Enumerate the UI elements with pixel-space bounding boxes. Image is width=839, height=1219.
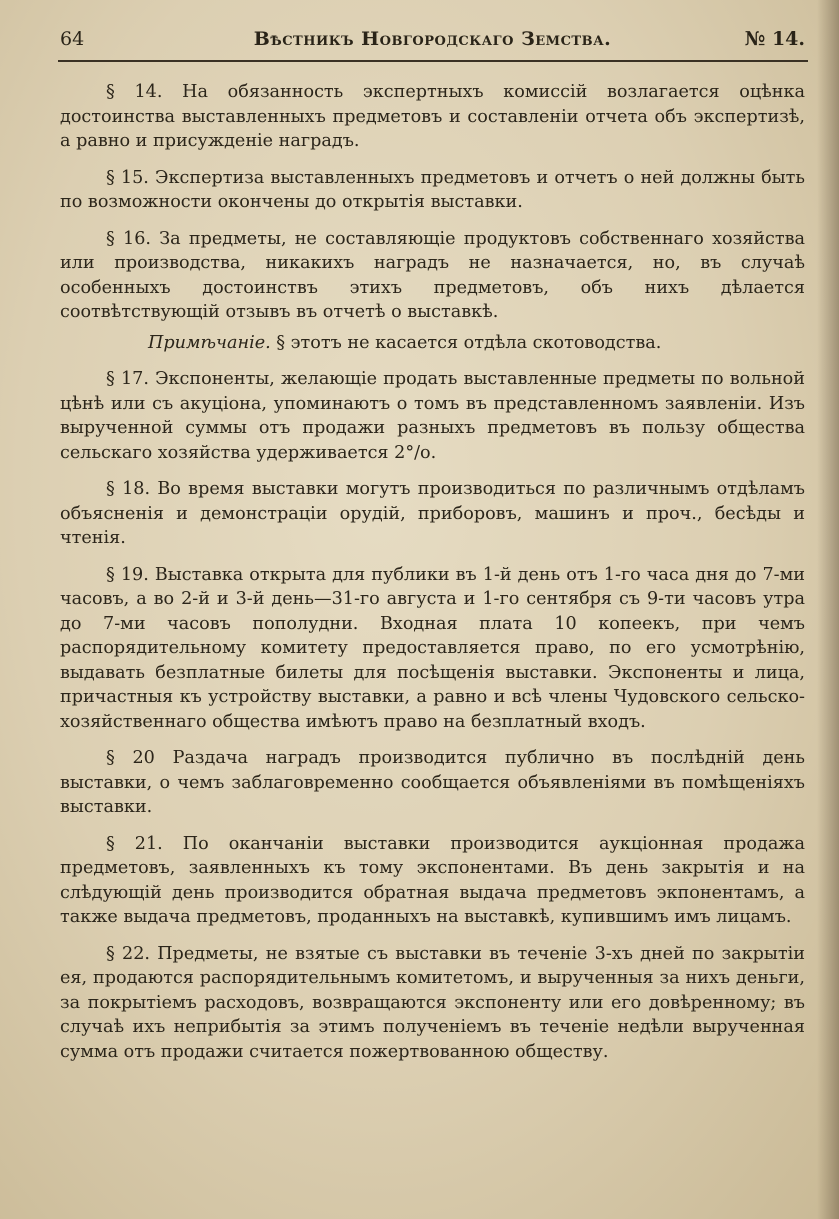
header-rule: [58, 60, 808, 62]
journal-title: Вѣстникъ Новгородскаго Земства.: [253, 28, 612, 50]
note-label: Примѣчаніе.: [148, 332, 271, 353]
page-number: 64: [60, 28, 85, 50]
paragraph-14: § 14. На обязанность экспертныхъ комиссій возлагается оцѣнка достоинства выставленныхъ предметовъ и составленіи отчета объ экспертизѣ, а равно и присужденіе наградъ.: [60, 82, 805, 151]
paragraph-18: § 18. Во время выставки могутъ производиться по различнымъ отдѣламъ объясненія и демонстраціи орудій, приборовъ, машинъ и проч., бесѣды и чтенія.: [60, 479, 805, 548]
page-edge-shadow: [817, 0, 839, 1219]
paragraph-22: § 22. Предметы, не взятые съ выставки въ теченіе 3-хъ дней по закрытіи ея, продаются распорядительнымъ комитетомъ, и вырученныя за нихъ деньги, за покрытіемъ расходовъ, возвращаются экспоненту или его довѣренному; въ случаѣ ихъ неприбытія за этимъ полученіемъ въ теченіе недѣли вырученная сумма отъ продажи считается пожертвованною обществу.: [60, 943, 805, 1062]
note-paragraph: [60, 331, 805, 356]
article-body: [60, 80, 805, 1076]
paragraph-20: § 20 Раздача наградъ производится публично въ послѣдній день выставки, о чемъ заблаговременно сообщается объявленіями въ помѣщеніяхъ выставки.: [60, 748, 805, 817]
paragraph-21: § 21. По оканчаніи выставки производится аукціонная продажа предметовъ, заявленныхъ къ тому экспонентами. Въ день закрытія и на слѣдующій день производится обратная выдача предметовъ экпонентамъ, а также выдача предметовъ, проданныхъ на выставкѣ, купившимъ имъ лицамъ.: [60, 833, 805, 927]
note-text: § этотъ не касается отдѣла скотоводства.: [270, 332, 662, 353]
paragraph-16: § 16. За предметы, не составляющіе продуктовъ собственнаго хозяйства или производства, никакихъ наградъ не назначается, но, въ случаѣ особенныхъ достоинствъ этихъ предметовъ, объ нихъ дѣлается соотвѣтствующій отзывъ въ отчетѣ о выставкѣ.: [60, 228, 805, 322]
issue-number: № 14.: [744, 28, 805, 50]
running-header: [60, 28, 805, 58]
paragraph-19: § 19. Выставка открыта для публики въ 1-й день отъ 1-го часа дня до 7-ми часовъ, а во 2-й и 3-й день—31-го августа и 1-го сентября съ 9-ти часовъ утра до 7-ми часовъ пополудни. Входная плата 10 копеекъ, при чемъ распорядительному комитету предоставляется право, по его усмотрѣнію, выдавать безплатные билеты для посѣщенія выставки. Экспоненты и лица, причастныя къ устройству выставки, а равно и всѣ члены Чудовского сельско-хозяйственнаго общества имѣютъ право на безплатный входъ.: [60, 564, 805, 732]
paragraph-15: § 15. Экспертиза выставленныхъ предметовъ и отчетъ о ней должны быть по возможности окончены до открытія выставки.: [60, 167, 805, 212]
paragraph-17: § 17. Экспоненты, желающіе продать выставленные предметы по вольной цѣнѣ или съ акуціона, упоминаютъ о томъ въ представленномъ заявленіи. Изъ вырученной суммы отъ продажи разныхъ предметовъ въ пользу общества сельскаго хозяйства удерживается 2°/о.: [60, 369, 805, 463]
